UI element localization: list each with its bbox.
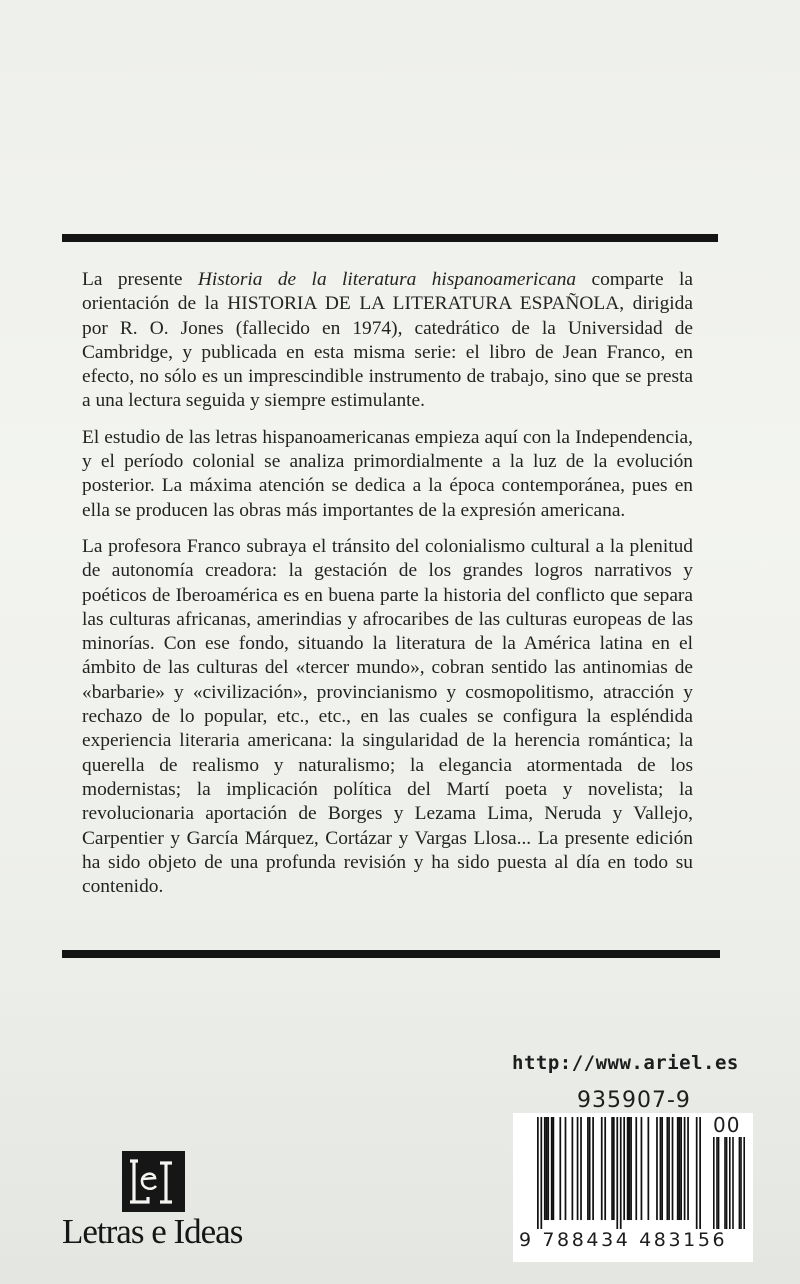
barcode-bar	[613, 1117, 615, 1220]
addon-bar	[743, 1137, 745, 1229]
barcode-bar	[547, 1117, 549, 1220]
barcode-bar	[587, 1117, 589, 1220]
barcode-bar	[580, 1117, 582, 1220]
barcode-bar	[620, 1117, 622, 1229]
addon-bar	[729, 1137, 731, 1229]
barcode-bar	[601, 1117, 603, 1220]
barcode-bar	[680, 1117, 682, 1220]
barcode-bar	[628, 1117, 630, 1220]
addon-bar	[716, 1137, 718, 1229]
addon-bar	[724, 1137, 726, 1229]
barcode-bar	[592, 1117, 594, 1220]
barcode-bar	[551, 1117, 553, 1220]
addon-barcode	[713, 1137, 745, 1229]
barcode-bar	[660, 1117, 662, 1220]
barcode-bar	[623, 1117, 625, 1220]
addon-bar	[732, 1137, 734, 1229]
addon-bar	[740, 1137, 742, 1229]
barcode-bar	[553, 1117, 555, 1220]
barcode-bar	[647, 1117, 649, 1220]
barcode-addon-digits: 00	[713, 1113, 741, 1137]
addon-bar	[726, 1137, 728, 1229]
barcode-bar	[559, 1117, 561, 1220]
barcode-bar	[699, 1117, 701, 1229]
publisher-url[interactable]: http://www.ariel.es	[512, 1052, 739, 1074]
blurb-paragraph-2: El estudio de las letras hispanoamericanas empieza aquí con la Independencia, y el período colonial se analiza primordialmente a la luz de la evolución posterior. La máxima atención se dedica a la época contemporánea, pues en ella se producen las obras más importantes de la expresión americana.	[82, 426, 693, 521]
addon-bar	[718, 1137, 720, 1229]
book-title-italic: Historia de la literatura hispanoamericana	[197, 269, 577, 290]
barcode-bar	[572, 1117, 574, 1220]
barcode-bar	[589, 1117, 591, 1220]
barcode-bar	[546, 1117, 548, 1220]
barcode-bar	[537, 1117, 539, 1229]
barcode-bar	[666, 1117, 668, 1220]
barcode-bar	[687, 1117, 689, 1220]
barcode-bar	[635, 1117, 637, 1220]
blurb-p1-rest: comparte la orientación de la HISTORIA DE LA LITERATURA ESPAÑOLA, dirigida por R. O. Jones (fallecido en 1974), catedrático de la Universidad de Cambridge, y publicada en esta misma serie: el libro de Jean Franco, en efecto, no sólo es un imprescindible instrumento de trabajo, sino que se presta a una lectura seguida y siempre estimulante.	[82, 269, 693, 412]
barcode-bar	[627, 1117, 629, 1220]
series-name: Letras e Ideas	[62, 1212, 243, 1251]
barcode-bar	[565, 1117, 567, 1220]
blurb-paragraph-3: La profesora Franco subraya el tránsito del colonialismo cultural a la plenitud de autonomía creadora: la gestación de los grandes logros narrativos y poéticos de Iberoamérica es en buena parte la historia del conflicto que separa las culturas africanas, amerindias y afrocaribes de las culturas europeas de las minorías. Con ese fondo, situando la literatura de la América latina en el ámbito de las culturas del «tercer mundo», cobran sentido las antinomias de «barbarie» y «civilización», provincianismo y cosmopolitismo, atracción y rechazo de lo popular, etc., etc., en las cuales se configura la espléndida experiencia literaria americana: la singularidad de la herencia romántica; la querella de realismo y naturalismo; la elegancia atormentada de los modernistas; la implicación política del Martí poeta y novelista; la revolucionaria aportación de Borges y Lezama Lima, Neruda y Vallejo, Carpentier y García Márquez, Cortázar y Vargas Llosa... La presente edición ha sido objeto de una profunda revisión y ha sido puesta al día en todo su contenido.	[82, 535, 693, 898]
el-ligature-logo-icon	[122, 1151, 185, 1212]
barcode-bar	[677, 1117, 679, 1220]
barcode-bar	[641, 1117, 643, 1220]
barcode-bar	[679, 1117, 681, 1220]
addon-bar	[713, 1137, 715, 1229]
isbn-code: 935907-9	[577, 1088, 691, 1113]
barcode-bar	[656, 1117, 658, 1220]
barcode-bar	[604, 1117, 606, 1220]
blurb-paragraph-1	[82, 268, 693, 414]
barcode-bar	[630, 1117, 632, 1220]
cover-blurb	[82, 268, 693, 911]
barcode-bar	[540, 1117, 542, 1229]
barcode-bar	[672, 1117, 674, 1220]
barcode-bar	[661, 1117, 663, 1220]
ean13-barcode	[537, 1117, 701, 1229]
bottom-divider-rule	[62, 950, 720, 958]
barcode-digits: 9 788434 483156	[519, 1229, 728, 1251]
barcode-bar	[616, 1117, 618, 1229]
barcode-bar	[684, 1117, 686, 1220]
barcode-bar	[577, 1117, 579, 1220]
blurb-p1-lead: La presente	[82, 269, 198, 290]
barcode-bar	[696, 1117, 698, 1229]
barcode-bar	[544, 1117, 546, 1220]
addon-bar	[739, 1137, 741, 1229]
barcode-panel	[513, 1113, 753, 1262]
barcode-bar	[611, 1117, 613, 1220]
barcode-bar	[668, 1117, 670, 1220]
top-divider-rule	[62, 234, 718, 242]
